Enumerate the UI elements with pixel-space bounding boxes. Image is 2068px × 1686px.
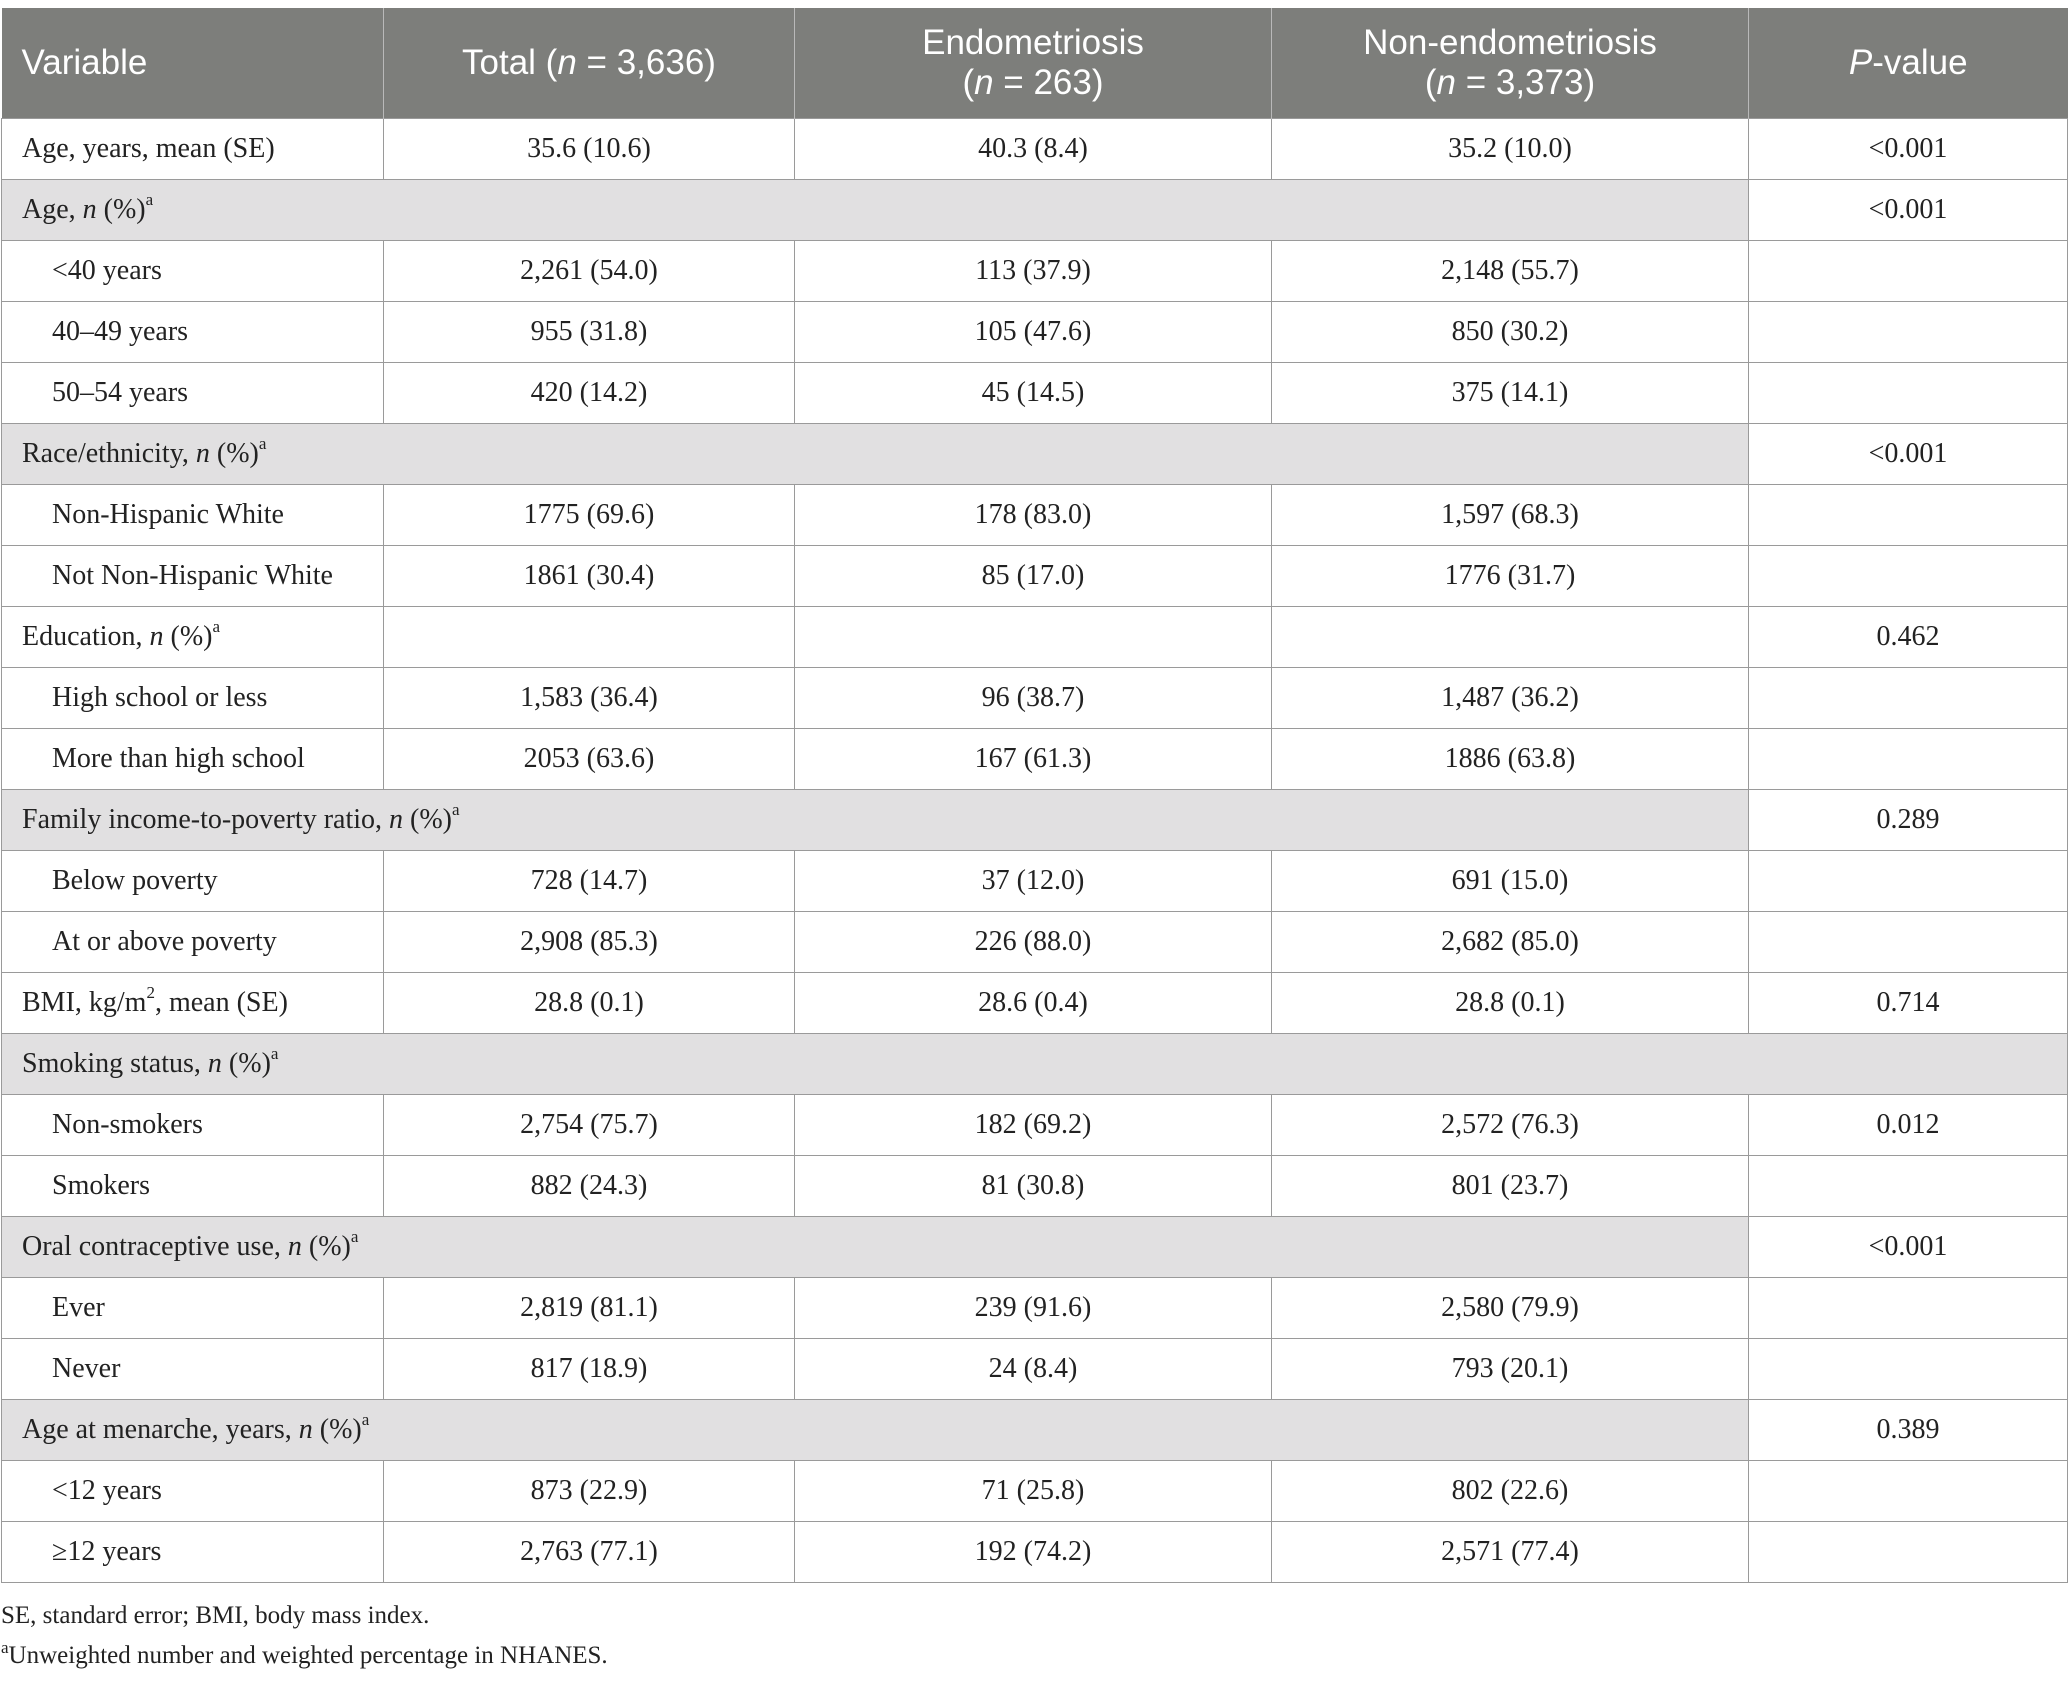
table-row: [2, 1521, 2068, 1582]
header-endo-text: Endometriosis: [922, 22, 1144, 62]
cell-total: 873 (22.9): [384, 1460, 795, 1521]
cell-total: 420 (14.2): [384, 362, 795, 423]
cell-non-endometriosis: 2,580 (79.9): [1272, 1277, 1749, 1338]
cell-endometriosis: 40.3 (8.4): [795, 118, 1272, 179]
table-row: [2, 484, 2068, 545]
group-label-suffix: (%): [312, 1413, 362, 1445]
group-label-suffix: (%): [209, 437, 259, 469]
cell-p-value: <0.001: [1749, 1216, 2068, 1277]
group-label-prefix: Age,: [22, 193, 83, 225]
group-label-suffix: (%): [403, 803, 453, 835]
group-label-prefix: Education,: [22, 620, 150, 652]
cell-p-value: [1749, 1521, 2068, 1582]
footnote-a-marker: a: [1, 1638, 9, 1657]
bmi-superscript: 2: [146, 982, 155, 1002]
footnote-marker: a: [212, 616, 221, 636]
group-label-n: n: [149, 620, 164, 652]
cell-endometriosis: 24 (8.4): [795, 1338, 1272, 1399]
row-label: High school or less: [2, 667, 384, 728]
table-group-row: [2, 423, 2068, 484]
row-label: At or above poverty: [2, 911, 384, 972]
table-row: [2, 1277, 2068, 1338]
footnote-marker: a: [145, 189, 154, 209]
cell-p-value: [1749, 545, 2068, 606]
header-nonendo-n-suffix: = 3,373): [1455, 62, 1596, 102]
cell-endometriosis: 71 (25.8): [795, 1460, 1272, 1521]
cell-total: 35.6 (10.6): [384, 118, 795, 179]
cell-endometriosis: 226 (88.0): [795, 911, 1272, 972]
cell-p-value: [1749, 484, 2068, 545]
table-row: [2, 606, 2068, 667]
cell-non-endometriosis: [1272, 606, 1749, 667]
footnote-marker: a: [270, 1043, 279, 1063]
header-p-value: [1749, 8, 2068, 118]
cell-non-endometriosis: 802 (22.6): [1272, 1460, 1749, 1521]
table-group-row: [2, 1399, 2068, 1460]
group-label-suffix: (%): [301, 1230, 351, 1262]
cell-total: 1775 (69.6): [384, 484, 795, 545]
row-label: Ever: [2, 1277, 384, 1338]
cell-total: 955 (31.8): [384, 301, 795, 362]
cell-non-endometriosis: 2,572 (76.3): [1272, 1094, 1749, 1155]
cell-p-value: <0.001: [1749, 423, 2068, 484]
header-nonendo-n: n: [1436, 62, 1456, 102]
group-label: [2, 1399, 1749, 1460]
row-label: [2, 606, 384, 667]
cell-p-value: 0.714: [1749, 972, 2068, 1033]
row-label: <40 years: [2, 240, 384, 301]
group-label: [2, 1216, 1749, 1277]
cell-non-endometriosis: 793 (20.1): [1272, 1338, 1749, 1399]
row-label: ≥12 years: [2, 1521, 384, 1582]
group-label-prefix: Race/ethnicity,: [22, 437, 196, 469]
table-body: [2, 118, 2068, 1582]
row-label: 50–54 years: [2, 362, 384, 423]
footnote-a: [1, 1638, 608, 1670]
table-row: [2, 545, 2068, 606]
group-label-n: n: [195, 437, 210, 469]
cell-endometriosis: 85 (17.0): [795, 545, 1272, 606]
cell-total: 2,819 (81.1): [384, 1277, 795, 1338]
cell-total: 28.8 (0.1): [384, 972, 795, 1033]
cell-endometriosis: 178 (83.0): [795, 484, 1272, 545]
footnote-marker: a: [350, 1226, 359, 1246]
cell-total: 1861 (30.4): [384, 545, 795, 606]
cell-non-endometriosis: 2,682 (85.0): [1272, 911, 1749, 972]
table-group-row: [2, 1216, 2068, 1277]
cell-p-value: [1749, 301, 2068, 362]
cell-endometriosis: 167 (61.3): [795, 728, 1272, 789]
group-label-n: n: [207, 1047, 222, 1079]
table-row: [2, 850, 2068, 911]
cell-endometriosis: 28.6 (0.4): [795, 972, 1272, 1033]
cell-p-value: [1749, 911, 2068, 972]
cell-non-endometriosis: 2,148 (55.7): [1272, 240, 1749, 301]
cell-endometriosis: [795, 606, 1272, 667]
cell-non-endometriosis: 850 (30.2): [1272, 301, 1749, 362]
footnote-abbreviations: SE, standard error; BMI, body mass index.: [1, 1602, 430, 1629]
table-group-row: [2, 179, 2068, 240]
table-row: [2, 1094, 2068, 1155]
cell-p-value: <0.001: [1749, 179, 2068, 240]
table-row: [2, 972, 2068, 1033]
table-row: [2, 728, 2068, 789]
cell-total: 2,754 (75.7): [384, 1094, 795, 1155]
cell-p-value: [1749, 667, 2068, 728]
header-p-italic: P: [1848, 42, 1873, 82]
cell-non-endometriosis: 375 (14.1): [1272, 362, 1749, 423]
cell-p-value: [1749, 362, 2068, 423]
row-label: Smokers: [2, 1155, 384, 1216]
cell-p-value: 0.012: [1749, 1094, 2068, 1155]
cell-p-value: [1749, 1277, 2068, 1338]
group-label-prefix: Oral contraceptive use,: [22, 1230, 288, 1262]
cell-endometriosis: 96 (38.7): [795, 667, 1272, 728]
cell-p-value: [1749, 1155, 2068, 1216]
group-label: [2, 179, 1749, 240]
cell-total: 2,763 (77.1): [384, 1521, 795, 1582]
group-label-prefix: Family income-to-poverty ratio,: [22, 803, 390, 835]
table-row: [2, 240, 2068, 301]
cell-p-value: [1749, 850, 2068, 911]
cell-total: 882 (24.3): [384, 1155, 795, 1216]
footnote-a-text: Unweighted number and weighted percentage in NHANES.: [8, 1642, 608, 1669]
table-row: [2, 362, 2068, 423]
cell-endometriosis: 239 (91.6): [795, 1277, 1272, 1338]
header-endometriosis: [795, 8, 1272, 118]
table-header: [2, 8, 2068, 118]
row-label: Non-smokers: [2, 1094, 384, 1155]
footnote-marker: a: [452, 799, 460, 819]
header-nonendo-n-prefix: (: [1424, 62, 1437, 102]
table-row: [2, 1460, 2068, 1521]
cell-p-value: [1749, 240, 2068, 301]
table-row: [2, 1155, 2068, 1216]
table-group-row: [2, 789, 2068, 850]
header-total: [384, 8, 795, 118]
header-row: [2, 8, 2068, 118]
cell-endometriosis: 113 (37.9): [795, 240, 1272, 301]
cell-p-value: <0.001: [1749, 118, 2068, 179]
group-label-prefix: Age at menarche, years,: [22, 1413, 299, 1445]
cell-p-value: 0.462: [1749, 606, 2068, 667]
cell-non-endometriosis: 35.2 (10.0): [1272, 118, 1749, 179]
header-endo-n: n: [974, 62, 994, 102]
cell-p-value: [1749, 1338, 2068, 1399]
cell-p-value: 0.389: [1749, 1399, 2068, 1460]
bmi-label-suffix: , mean (SE): [154, 986, 288, 1018]
cell-non-endometriosis: 801 (23.7): [1272, 1155, 1749, 1216]
row-label: Not Non-Hispanic White: [2, 545, 384, 606]
row-label: More than high school: [2, 728, 384, 789]
row-label: <12 years: [2, 1460, 384, 1521]
table-row: [2, 301, 2068, 362]
group-label-suffix: (%): [221, 1047, 271, 1079]
row-label: [2, 972, 384, 1033]
cell-total: [384, 606, 795, 667]
cell-endometriosis: 105 (47.6): [795, 301, 1272, 362]
cell-total: 2,908 (85.3): [384, 911, 795, 972]
cell-p-value: [1749, 1460, 2068, 1521]
group-label-n: n: [287, 1230, 302, 1262]
row-label: Non-Hispanic White: [2, 484, 384, 545]
cell-non-endometriosis: 2,571 (77.4): [1272, 1521, 1749, 1582]
header-endo-n-prefix: (: [962, 62, 975, 102]
table-row: [2, 911, 2068, 972]
cell-endometriosis: 37 (12.0): [795, 850, 1272, 911]
header-p-suffix: -value: [1872, 42, 1968, 82]
header-endo-n-suffix: = 263): [993, 62, 1104, 102]
row-label: Never: [2, 1338, 384, 1399]
cell-non-endometriosis: 691 (15.0): [1272, 850, 1749, 911]
group-label-prefix: Smoking status,: [22, 1047, 208, 1079]
header-total-prefix: Total (: [462, 42, 558, 82]
cell-total: 2053 (63.6): [384, 728, 795, 789]
bmi-label-prefix: BMI, kg/m: [22, 986, 147, 1018]
group-label: [2, 1033, 2068, 1094]
cell-total: 2,261 (54.0): [384, 240, 795, 301]
footnote-marker: a: [258, 433, 267, 453]
cell-endometriosis: 192 (74.2): [795, 1521, 1272, 1582]
header-nonendo-text: Non-endometriosis: [1363, 22, 1657, 62]
cell-non-endometriosis: 1886 (63.8): [1272, 728, 1749, 789]
header-variable: [2, 8, 384, 118]
cell-p-value: [1749, 728, 2068, 789]
cell-non-endometriosis: 28.8 (0.1): [1272, 972, 1749, 1033]
group-label-n: n: [82, 193, 97, 225]
cell-total: 1,583 (36.4): [384, 667, 795, 728]
row-label: Below poverty: [2, 850, 384, 911]
cell-endometriosis: 81 (30.8): [795, 1155, 1272, 1216]
cell-p-value: 0.289: [1749, 789, 2068, 850]
header-total-n: n: [557, 42, 577, 82]
group-label: [2, 423, 1749, 484]
group-label-n: n: [389, 803, 404, 835]
table-row: [2, 118, 2068, 179]
group-label-suffix: (%): [163, 620, 213, 652]
cell-endometriosis: 182 (69.2): [795, 1094, 1272, 1155]
cell-total: 817 (18.9): [384, 1338, 795, 1399]
characteristics-table: [1, 8, 2068, 1583]
group-label-suffix: (%): [96, 193, 146, 225]
cell-non-endometriosis: 1,597 (68.3): [1272, 484, 1749, 545]
table-row: [2, 667, 2068, 728]
cell-non-endometriosis: 1,487 (36.2): [1272, 667, 1749, 728]
group-label-n: n: [298, 1413, 313, 1445]
table-row: [2, 1338, 2068, 1399]
cell-total: 728 (14.7): [384, 850, 795, 911]
group-label: [2, 789, 1749, 850]
footnote-marker: a: [361, 1409, 370, 1429]
header-variable-text: Variable: [21, 42, 148, 82]
header-non-endometriosis: [1272, 8, 1749, 118]
header-total-suffix: = 3,636): [576, 42, 716, 82]
cell-non-endometriosis: 1776 (31.7): [1272, 545, 1749, 606]
row-label: 40–49 years: [2, 301, 384, 362]
cell-endometriosis: 45 (14.5): [795, 362, 1272, 423]
row-label: Age, years, mean (SE): [2, 118, 384, 179]
table-group-row: [2, 1033, 2068, 1094]
